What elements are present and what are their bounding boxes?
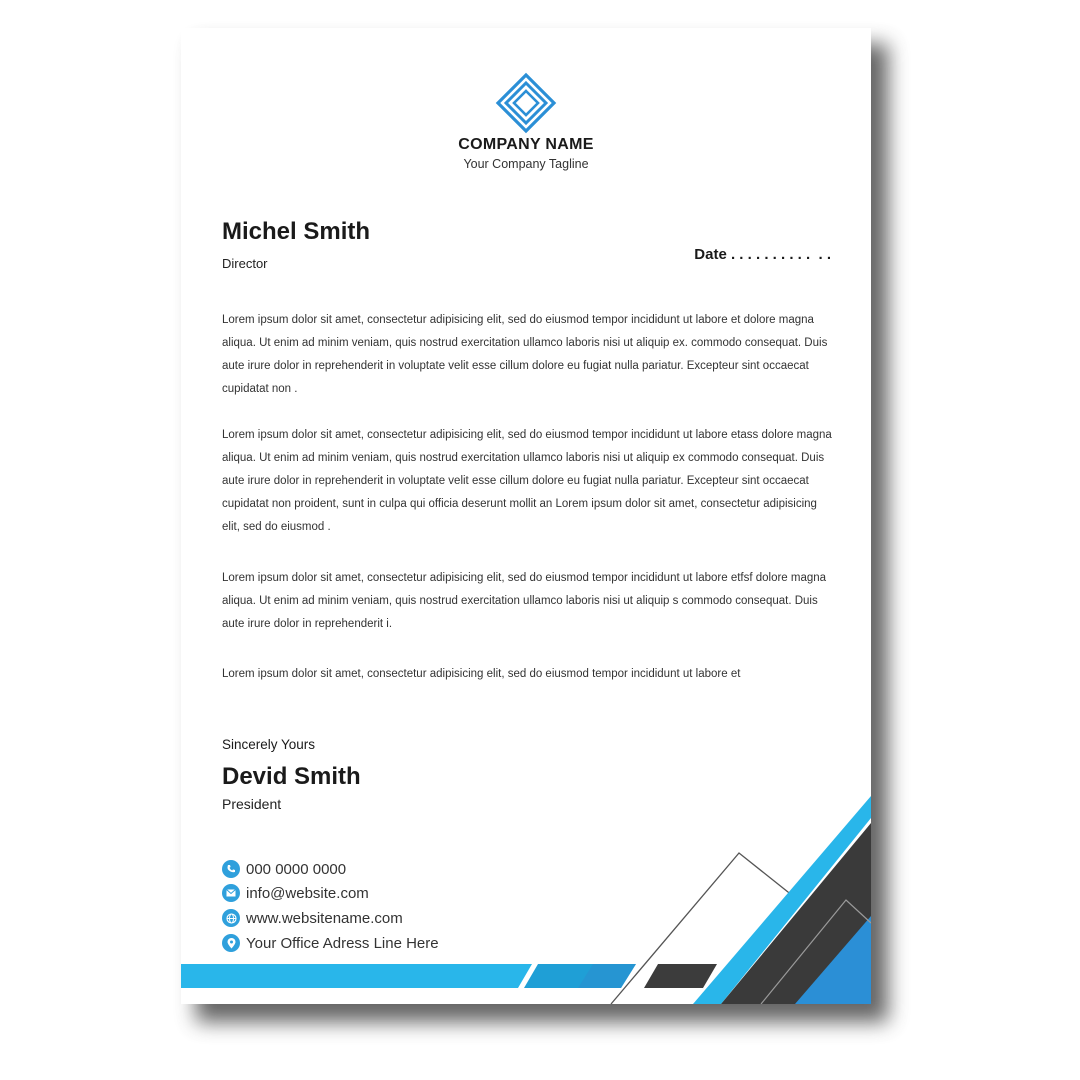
- contact-phone: [222, 858, 346, 880]
- website-text: www.websitename.com: [246, 909, 403, 927]
- email-text: info@website.com: [246, 884, 369, 902]
- location-pin-icon: [222, 934, 240, 952]
- sender-title: Director: [222, 256, 268, 271]
- sender-name: Michel Smith: [222, 218, 371, 245]
- contact-website: [222, 907, 403, 929]
- body-paragraph: Lorem ipsum dolor sit amet, consectetur adipisicing elit, sed do eiusmod tempor incididunt ut labore et: [222, 668, 741, 680]
- body-paragraph: Lorem ipsum dolor sit amet, consectetur adipisicing elit, sed do eiusmod tempor incididunt ut labore etass dolore magna aliqua. Ut enim ad minim veniam, quis nostrud exercitation ullamco laboris nisi ut aliquip ex commodo consequat. Duis aute irure dolor in reprehenderit in voluptate velit esse cillum dolore eu fugiat nulla pariatur. Excepteur sint occaecat cupidatat non proident, sunt in culpa qui officia deserunt mollit an Lorem ipsum dolor sit amet, consectetur adipisicing elit, sed do eiusmod .: [222, 429, 832, 533]
- signer-name: Devid Smith: [222, 763, 361, 790]
- phone-icon: [222, 860, 240, 878]
- contact-email: [222, 882, 369, 904]
- body-paragraph: Lorem ipsum dolor sit amet, consectetur adipisicing elit, sed do eiusmod tempor incididunt ut labore etfsf dolore magna aliqua. Ut enim ad minim veniam, quis nostrud exercitation ullamco laboris nisi ut aliquip s commodo consequat. Duis aute irure dolor in reprehenderit i.: [222, 572, 827, 630]
- body-paragraph: Lorem ipsum dolor sit amet, consectetur adipisicing elit, sed do eiusmod tempor incididunt ut labore et dolore magna aliqua. Ut enim ad minim veniam, quis nostrud exercitation ullamco laboris nisi ut aliquip ex. commodo consequat. Duis aute irure dolor in reprehenderit in voluptate velit esse cillum dolore eu fugiat nulla pariatur. Excepteur sint occaecat cupidatat non .: [222, 314, 828, 395]
- email-icon: [222, 884, 240, 902]
- letterhead-page: [181, 28, 871, 1004]
- contact-address: [222, 932, 439, 954]
- company-tagline: Your Company Tagline: [463, 157, 589, 171]
- signer-title: President: [222, 796, 282, 812]
- globe-icon: [222, 909, 240, 927]
- closing-line: Sincerely Yours: [222, 737, 316, 752]
- date-label: Date . . . . . . . . . . . .: [694, 246, 831, 263]
- phone-text: 000 0000 0000: [246, 860, 347, 878]
- address-text: Your Office Adress Line Here: [246, 934, 439, 952]
- company-logo-icon: [495, 72, 557, 134]
- company-name: COMPANY NAME: [458, 136, 594, 153]
